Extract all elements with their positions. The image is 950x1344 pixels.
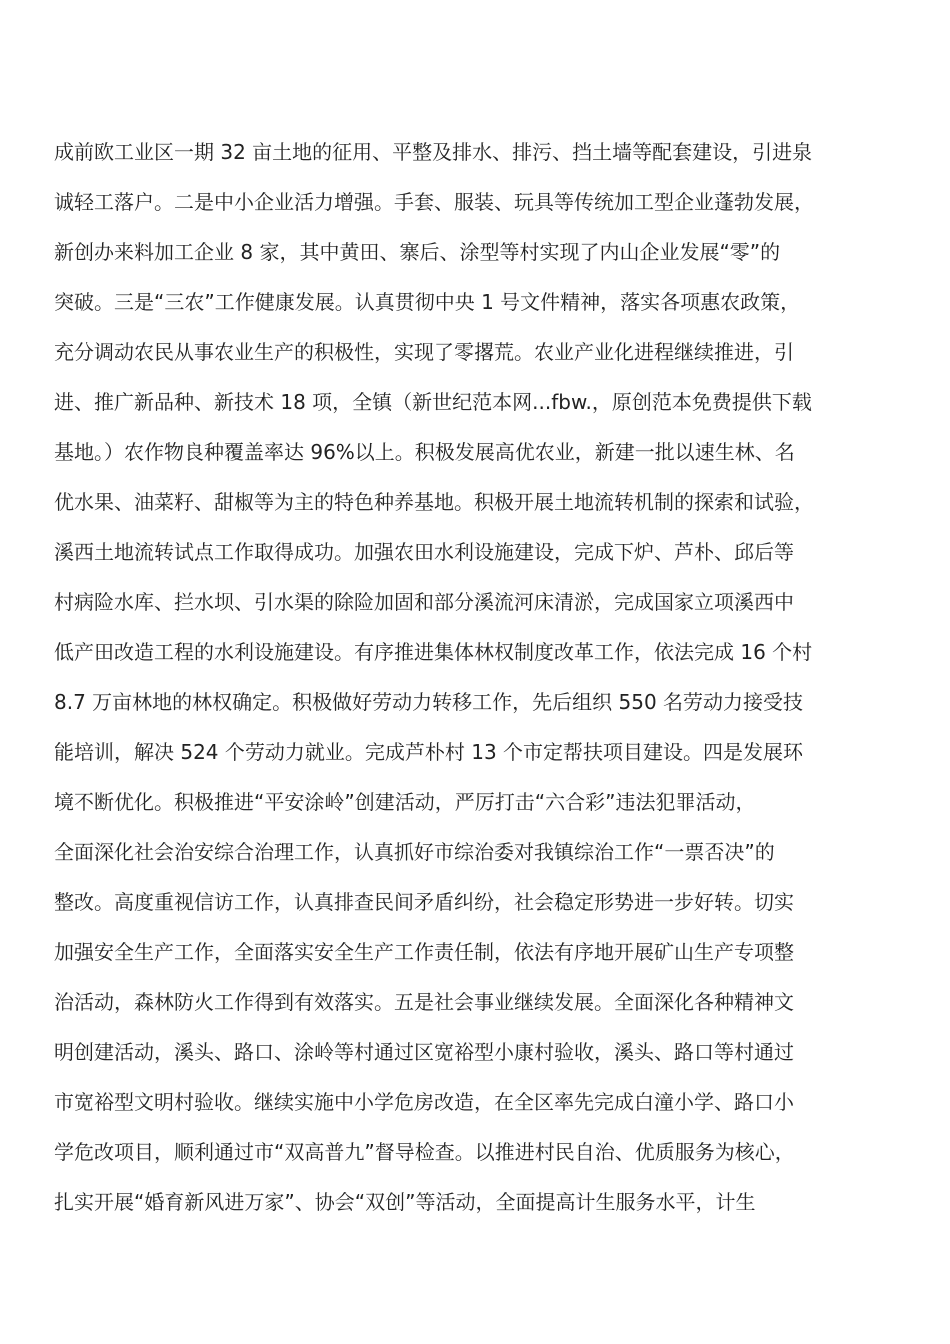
text-line: 突破。三是“三农”工作健康发展。认真贯彻中央 1 号文件精神，落实各项惠农政策，	[54, 290, 801, 314]
text-line: 优水果、油菜籽、甜椒等为主的特色种养基地。积极开展土地流转机制的探索和试验，	[54, 490, 814, 514]
text-line: 加强安全生产工作，全面落实安全生产工作责任制，依法有序地开展矿山生产专项整	[54, 940, 794, 964]
text-line: 低产田改造工程的水利设施建设。有序推进集体林权制度改革工作，依法完成 16 个村	[54, 640, 813, 664]
text-line: 市宽裕型文明村验收。继续实施中小学危房改造，在全区率先完成白潼小学、路口小	[54, 1090, 794, 1114]
text-line: 学危改项目，顺利通过市“双高普九”督导检查。以推进村民自治、优质服务为核心，	[54, 1140, 795, 1164]
text-line: 诚轻工落户。二是中小企业活力增强。手套、服装、玩具等传统加工型企业蓬勃发展，	[54, 190, 814, 214]
text-line: 扎实开展“婚育新风进万家”、协会“双创”等活动，全面提高计生服务水平，计生	[54, 1190, 756, 1214]
text-line: 成前欧工业区一期 32 亩土地的征用、平整及排水、排污、挡土墙等配套建设，引进泉	[54, 140, 813, 164]
body-text	[54, 130, 914, 1230]
text-line: 进、推广新品种、新技术 18 项，全镇（新世纪范本网...fbw.，原创范本免费提供下载	[54, 390, 812, 414]
text-line: 充分调动农民从事农业生产的积极性，实现了零撂荒。农业产业化进程继续推进，引	[54, 340, 794, 364]
text-line: 治活动，森林防火工作得到有效落实。五是社会事业继续发展。全面深化各种精神文	[54, 990, 794, 1014]
text-line: 新创办来料加工企业 8 家，其中黄田、寨后、涂型等村实现了内山企业发展“零”的	[54, 240, 781, 264]
text-line: 8.7 万亩林地的林权确定。积极做好劳动力转移工作，先后组织 550 名劳动力接受技	[54, 690, 804, 714]
text-line: 溪西土地流转试点工作取得成功。加强农田水利设施建设，完成下炉、芦朴、邱后等	[54, 540, 794, 564]
text-line: 境不断优化。积极推进“平安涂岭”创建活动，严厉打击“六合彩”违法犯罪活动，	[54, 790, 756, 814]
text-line: 能培训，解决 524 个劳动力就业。完成芦朴村 13 个市定帮扶项目建设。四是发展环	[54, 740, 804, 764]
text-line: 村病险水库、拦水坝、引水渠的除险加固和部分溪流河床清淤，完成国家立项溪西中	[54, 590, 794, 614]
text-line: 全面深化社会治安综合治理工作，认真抓好市综治委对我镇综治工作“一票否决”的	[54, 840, 775, 864]
text-line: 整改。高度重视信访工作，认真排查民间矛盾纠纷，社会稳定形势进一步好转。切实	[54, 890, 794, 914]
text-line: 明创建活动，溪头、路口、涂岭等村通过区宽裕型小康村验收，溪头、路口等村通过	[54, 1040, 794, 1064]
text-line: 基地。）农作物良种覆盖率达 96%以上。积极发展高优农业，新建一批以速生林、名	[54, 440, 795, 464]
